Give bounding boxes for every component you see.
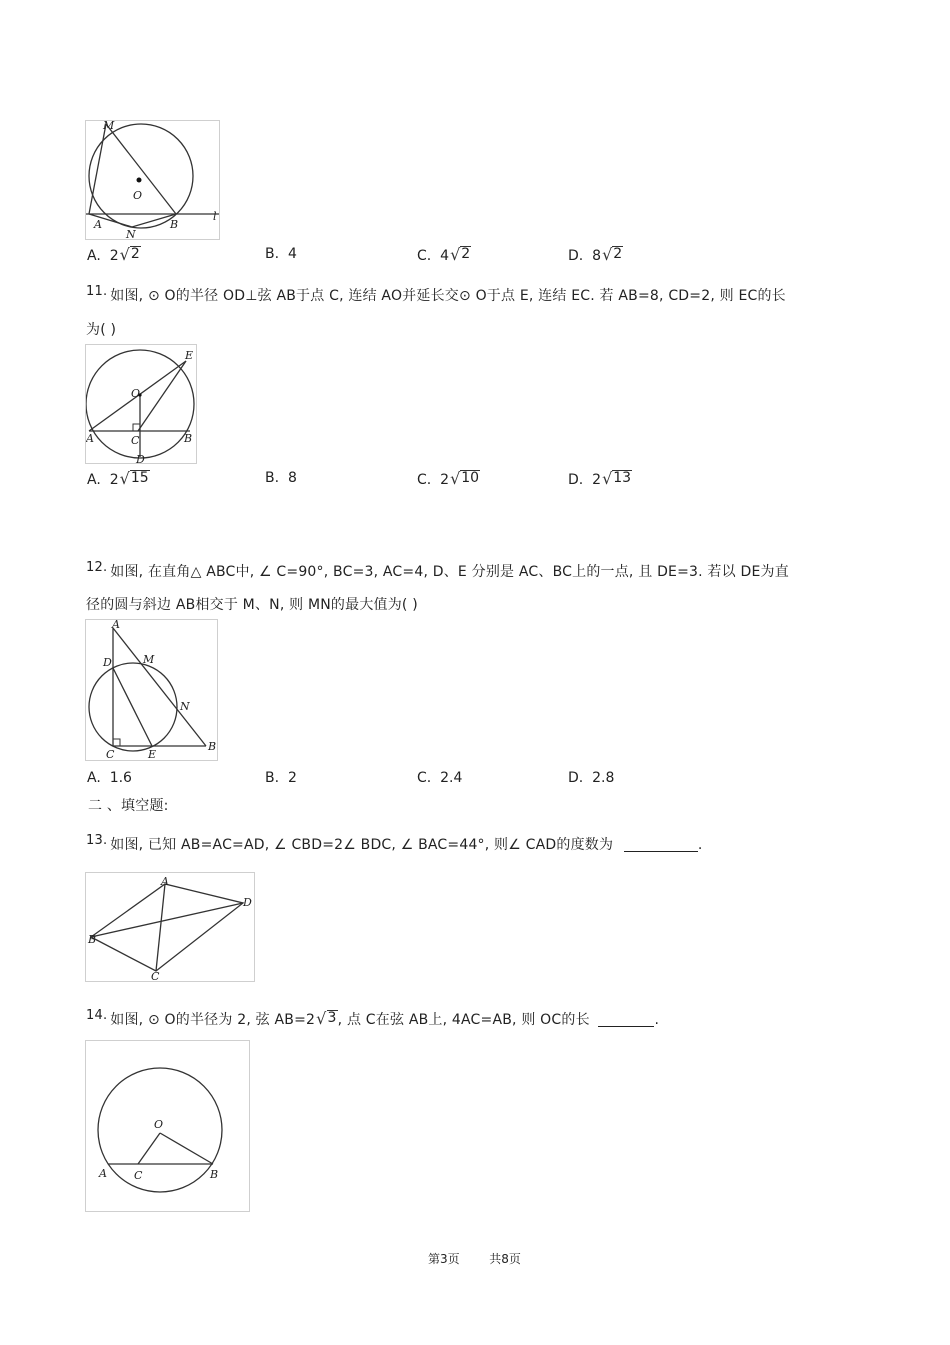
q11-option-d: D. 2 √ 13 xyxy=(568,469,632,488)
q11-label-e: E xyxy=(185,349,194,362)
q13-label-b: B xyxy=(88,933,97,946)
q12-option-c: C. 2.4 xyxy=(417,770,463,786)
q12-line-2: 径的圆与斜边 AB相交于 M、N, 则 MN的最大值为( ) xyxy=(86,597,418,613)
q14-line: 14. 如图, ⊙ O的半径为 2, 弦 AB=2 √ 3 , 点 C在弦 AB上, 4AC=AB, 则 OC的长 . xyxy=(86,1008,660,1028)
q12-label-b: B xyxy=(208,740,217,753)
q13-label-c: C xyxy=(151,970,160,981)
sqrt-symbol: √ 10 xyxy=(450,469,480,488)
q11-figure xyxy=(85,344,197,464)
q14-label-b: B xyxy=(210,1168,219,1181)
q13-label-a: A xyxy=(161,875,169,888)
q11-line-1 xyxy=(86,285,786,305)
q12-label-n: N xyxy=(180,700,190,713)
q12-number: 12. xyxy=(86,560,108,575)
q12-line-1 xyxy=(86,561,789,581)
q12-option-b: B. 2 xyxy=(265,770,297,786)
q12-label-e: E xyxy=(148,748,157,760)
q11-number: 11. xyxy=(86,284,108,299)
q13-text: 如图, 已知 AB=AC=AD, ∠ CBD=2∠ BDC, ∠ BAC=44°, 则∠ CAD的度数为 xyxy=(110,837,614,853)
q11-option-a: A. 2 √ 15 xyxy=(87,469,149,488)
q10-option-a: A. 2 √ 2 xyxy=(87,245,140,264)
sqrt-symbol: √ 2 xyxy=(119,245,140,264)
q11-label-o: O xyxy=(131,387,141,400)
q10-label-m: M xyxy=(103,121,115,132)
q12-option-d: D. 2.8 xyxy=(568,770,615,786)
q10-label-o: O xyxy=(133,189,143,202)
q11-label-c: C xyxy=(131,434,140,447)
q14-figure xyxy=(85,1040,250,1212)
q11-option-b: B. 8 xyxy=(265,470,297,486)
q10-option-c: C. 4 √ 2 xyxy=(417,245,471,264)
q13-figure xyxy=(85,872,255,982)
sqrt-symbol: √ 2 xyxy=(450,245,471,264)
sqrt-symbol: √ 3 xyxy=(316,1009,337,1028)
q12-text-1: 如图, 在直角△ ABC中, ∠ C=90°, BC=3, AC=4, D、E 分别是 AC、BC上的一点, 且 DE=3. 若以 DE为直 xyxy=(110,564,789,580)
sqrt-symbol: √ 15 xyxy=(119,469,149,488)
q10-label-b: B xyxy=(170,218,179,231)
q14-text-before: 如图, ⊙ O的半径为 2, 弦 AB= xyxy=(110,1012,307,1028)
q10-label-n: N xyxy=(126,228,136,239)
q10-figure xyxy=(85,120,220,240)
q12-label-m: M xyxy=(143,653,155,666)
q11-label-d: D xyxy=(136,453,145,463)
q11-label-b: B xyxy=(184,432,193,445)
q12-option-a: A. 1.6 xyxy=(87,770,132,786)
q13-answer-blank[interactable] xyxy=(624,837,698,852)
q11-line-2: 为( ) xyxy=(86,322,117,338)
q11-label-a: A xyxy=(86,432,94,445)
q14-answer-blank[interactable] xyxy=(598,1012,654,1027)
q12-label-c: C xyxy=(106,748,115,760)
q10-label-l: l xyxy=(213,210,217,223)
q10-option-d: D. 8 √ 2 xyxy=(568,245,623,264)
q13-line: 13. 如图, 已知 AB=AC=AD, ∠ CBD=2∠ BDC, ∠ BAC=44°, 则∠ CAD的度数为 . xyxy=(86,833,703,853)
sqrt-symbol: √ 13 xyxy=(602,469,632,488)
q13-number: 13. xyxy=(86,833,108,848)
q10-label-a: A xyxy=(94,218,102,231)
q10-option-b: B. 4 xyxy=(265,246,297,262)
q12-label-d: D xyxy=(103,656,112,669)
q12-label-a: A xyxy=(112,620,120,631)
q11-text-1: 如图, ⊙ O的半径 OD⊥弦 AB于点 C, 连结 AO并延长交⊙ O于点 E, 连结 EC. 若 AB=8, CD=2, 则 EC的长 xyxy=(110,288,786,304)
section-title-fill-in: 二 、填空题: xyxy=(88,798,169,814)
q14-label-c: C xyxy=(134,1169,143,1182)
q12-figure xyxy=(85,619,218,761)
q14-number: 14. xyxy=(86,1008,108,1023)
page-number: 第3页 xyxy=(428,1252,460,1266)
page-footer xyxy=(428,1250,521,1267)
sqrt-symbol: √ 2 xyxy=(602,245,623,264)
q14-text-after: , 点 C在弦 AB上, 4AC=AB, 则 OC的长 xyxy=(337,1012,590,1028)
page-total: 共8页 xyxy=(489,1252,521,1266)
q11-option-c: C. 2 √ 10 xyxy=(417,469,480,488)
q13-label-d: D xyxy=(243,896,252,909)
q14-label-a: A xyxy=(99,1167,107,1180)
q14-label-o: O xyxy=(154,1118,164,1131)
